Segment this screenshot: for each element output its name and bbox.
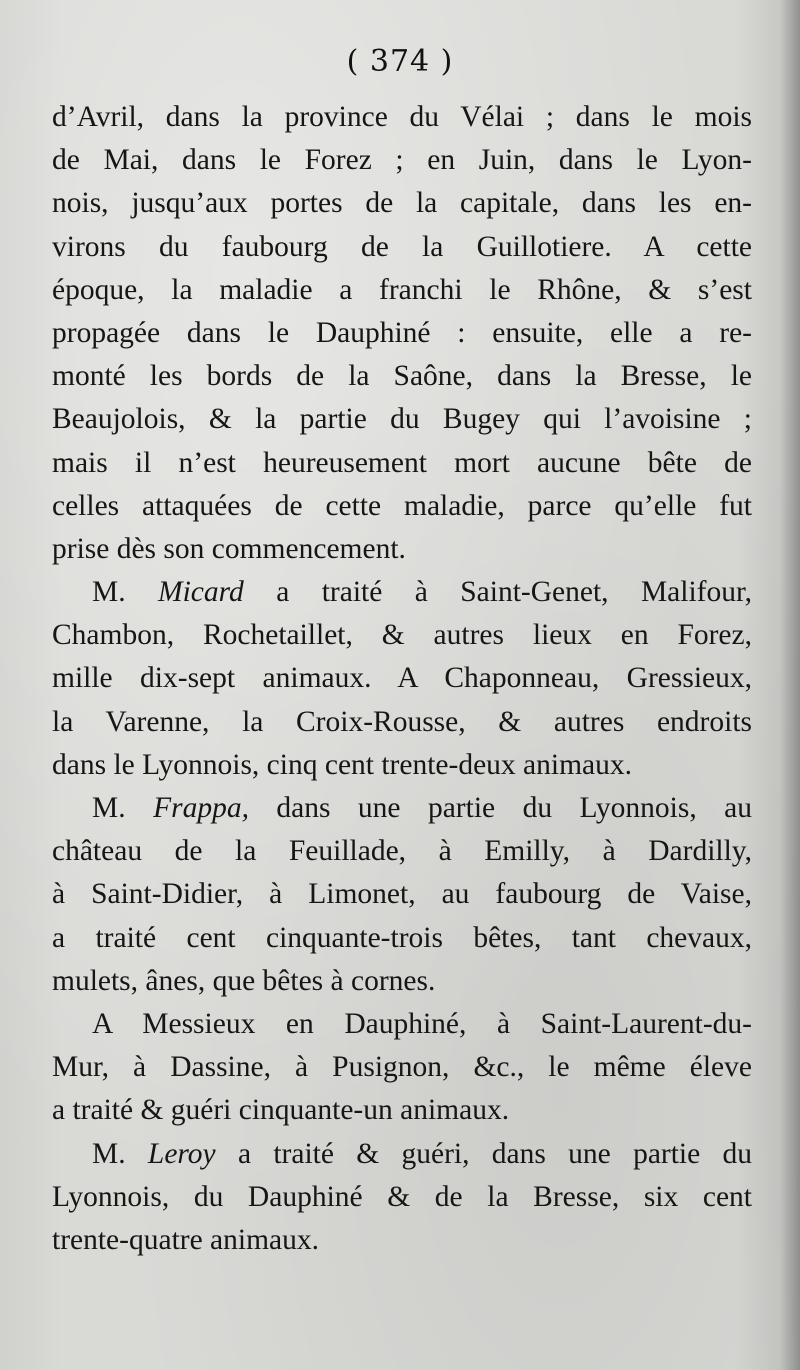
page-number: ( 374 ) (346, 44, 454, 79)
text-line: Mur, à Dassine, à Pusignon, &c., le même éleve (52, 1051, 752, 1084)
text-line: propagée dans le Dauphiné : ensuite, elle a re- (52, 316, 752, 349)
line-rest: dans une partie du Lyonnois, au (276, 792, 753, 824)
text-line: Beaujolois, & la partie du Bugey qui l’avoisine ; (52, 403, 752, 436)
text-line: Lyonnois, du Dauphiné & de la Bresse, six cent (52, 1180, 752, 1213)
paragraph-5 (52, 1133, 752, 1263)
person-name: Micard (158, 576, 244, 609)
text-line: de Mai, dans le Forez ; en Juin, dans le Lyon- (52, 144, 752, 177)
text-line (52, 1133, 752, 1176)
line-rest: a traité & guéri, dans une partie du (237, 1137, 753, 1170)
text-line: celles attaquées de cette maladie, parce qu’elle fut (52, 489, 752, 522)
paragraph-3 (52, 787, 752, 1003)
text-line: trente-quatre animaux. (52, 1223, 320, 1256)
paragraph-1 (52, 96, 752, 571)
person-name: Frappa, (153, 792, 249, 824)
text-line: A Messieux en Dauphiné, à Saint-Laurent-du- (92, 1007, 752, 1040)
text-line: virons du faubourg de la Guillotiere. A cette (52, 230, 752, 263)
text-line: mille dix-sept animaux. A Chaponneau, Gressieux, (52, 662, 752, 695)
name-prefix: M. (92, 792, 126, 824)
text-line: monté les bords de la Saône, dans la Bresse, le (52, 360, 752, 393)
text-line: mais il n’est heureusement mort aucune bête de (52, 446, 752, 479)
name-prefix: M. (92, 576, 126, 609)
text-line: Chambon, Rochetaillet, & autres lieux en Forez, (52, 619, 752, 652)
text-line: nois, jusqu’aux portes de la capitale, dans les en- (52, 187, 752, 220)
text-line: à Saint-Didier, à Limonet, au faubourg de Vaise, (52, 878, 752, 911)
name-prefix: M. (92, 1137, 126, 1170)
page-edge-shadow (780, 0, 800, 1370)
text-line: prise dès son commencement. (52, 532, 406, 565)
text-line: la Varenne, la Croix-Rousse, & autres endroits (52, 705, 752, 738)
text-line: dans le Lyonnois, cinq cent trente-deux animaux. (52, 748, 633, 781)
text-line: château de la Feuillade, à Emilly, à Dardilly, (52, 835, 752, 868)
paragraph-4 (52, 1003, 752, 1133)
person-name: Leroy (147, 1137, 216, 1170)
text-line: a traité cent cinquante-trois bêtes, tant chevaux, (52, 921, 752, 954)
paragraph-2 (52, 571, 752, 787)
text-line (52, 787, 752, 830)
text-line: a traité & guéri cinquante-un animaux. (52, 1094, 510, 1127)
line-rest: a traité à Saint-Genet, Malifour, (276, 576, 753, 609)
text-line (52, 571, 752, 614)
body-text (52, 96, 752, 1262)
text-line: d’Avril, dans la province du Vélai ; dans le mois (52, 101, 752, 133)
text-line: époque, la maladie a franchi le Rhône, & s’est (52, 273, 752, 306)
text-line: mulets, ânes, que bêtes à cornes. (52, 964, 436, 997)
